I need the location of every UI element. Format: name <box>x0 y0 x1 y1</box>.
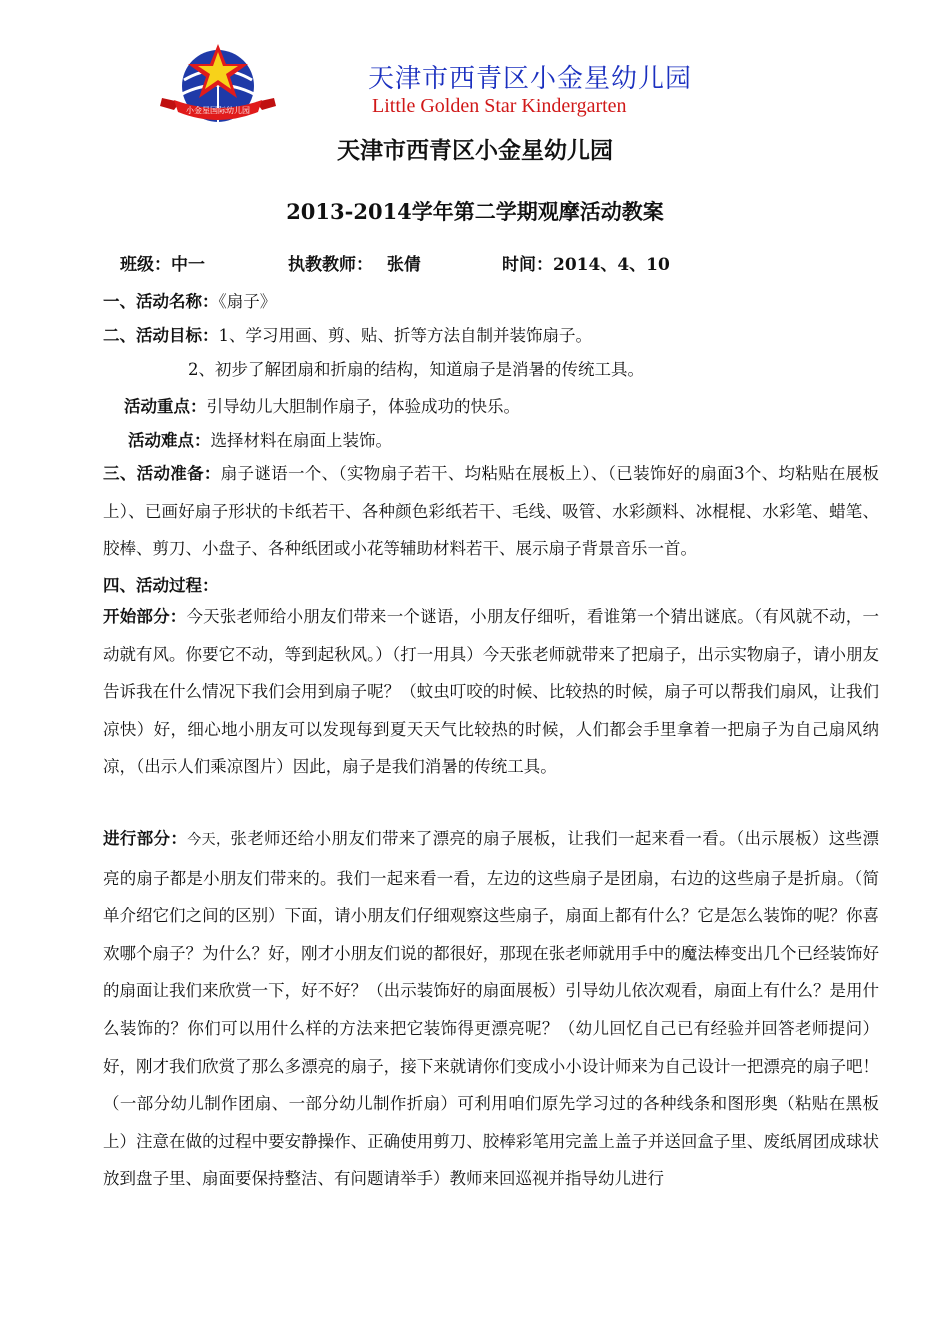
activity-goal-1: 1、学习用画、剪、贴、折等方法自制并装饰扇子。 <box>218 326 592 345</box>
activity-name-label: 一、活动名称： <box>103 292 219 311</box>
activity-goal-label: 二、活动目标： <box>103 326 219 345</box>
process-label-text: 四、活动过程： <box>103 576 219 595</box>
time-value: 2014、4、10 <box>553 255 670 275</box>
class-info <box>120 250 205 275</box>
progress-part-paragraph <box>103 820 879 1198</box>
document-subtitle: 2013-2014学年第二学期观摩活动教案 <box>286 199 664 224</box>
time-label: 时间： <box>502 255 553 275</box>
class-label: 班级： <box>120 255 171 275</box>
preparation-text: 扇子谜语一个、（实物扇子若干、均粘贴在展板上）、（已装饰好的扇面3个、均粘贴在展板上）、已画好扇子形状的卡纸若干、各种颜色彩纸若干、毛线、吸管、水彩颜料、冰棍棍、水彩笔、蜡笔、胶棒、剪刀、小盘子、各种纸团或小花等辅助材料若干、展示扇子背景音乐一首。 <box>103 464 880 559</box>
school-name-en: Little Golden Star Kindergarten <box>372 95 627 117</box>
activity-difficulty-value: 选择材料在扇面上装饰。 <box>210 431 392 450</box>
teacher-info <box>288 250 421 275</box>
start-part-label: 开始部分： <box>103 607 187 626</box>
activity-name-row <box>103 288 276 312</box>
teacher-value: 张倩 <box>386 255 421 275</box>
teacher-label: 执教教师： <box>288 255 373 275</box>
activity-name-value: 《扇子》 <box>218 292 277 311</box>
progress-part-text: 张老师还给小朋友们带来了漂亮的扇子展板，让我们一起来看一看。（出示展板）这些漂亮的扇子都是小朋友们带来的。我们一起来看一看，左边的这些扇子是团扇，右边的这些扇子是折扇。（简单介绍它们之间的区别）下面，请小朋友们仔细观察这些扇子，扇面上都有什么？它是怎么装饰的呢？你喜欢哪个扇子？为什么？好，刚才小朋友们说的都很好，那现在张老师就用手中的魔法棒变出几个已经装饰好的扇面让我们来欣赏一下，好不好？（出示装饰好的扇面展板）引导幼儿依次观看，扇面上有什么？是用什么装饰的？你们可以用什么样的方法来把它装饰得更漂亮呢？（幼儿回忆自己已有经验并回答老师提问）好，刚才我们欣赏了那么多漂亮的扇子，接下来就请你们变成小小设计师来为自己设计一把漂亮的扇子吧！（一部分幼儿制作团扇、一部分幼儿制作折扇）可利用咱们原先学习过的各种线条和图形奥（粘贴在黑板上）注意在做的过程中要安静操作、正确使用剪刀、胶棒彩笔用完盖上盖子并送回盒子里、废纸屑团成球状放到盘子里、扇面要保持整洁、有问题请举手）教师来回巡视并指导幼儿进行 <box>103 829 880 1189</box>
logo-banner-text: 小金星国际幼儿园 <box>186 106 250 115</box>
process-label <box>103 572 219 596</box>
activity-difficulty-row <box>128 427 392 451</box>
school-name-cn: 天津市西青区小金星幼儿园 <box>368 64 693 94</box>
time-info <box>502 250 670 275</box>
progress-part-label: 进行部分： <box>103 829 188 848</box>
start-part-paragraph <box>103 598 879 786</box>
activity-key-label: 活动重点： <box>124 397 207 416</box>
activity-difficulty-label: 活动难点： <box>128 431 211 450</box>
activity-key-row <box>124 393 520 417</box>
document-title: 天津市西青区小金星幼儿园 <box>337 138 613 164</box>
activity-key-value: 引导幼儿大胆制作扇子，体验成功的快乐。 <box>206 397 520 416</box>
kindergarten-logo <box>160 40 276 128</box>
class-value: 中一 <box>171 255 205 275</box>
start-part-text: 今天张老师给小朋友们带来一个谜语，小朋友仔细听，看谁第一个猜出谜底。（有风就不动，一动就有风。你要它不动，等到起秋风。）（打一用具）今天张老师就带来了把扇子，出示实物扇子，请小朋友告诉我在什么情况下我们会用到扇子呢？（蚊虫叮咬的时候、比较热的时候，扇子可以帮我们扇风，让我们凉快）好，细心地小朋友可以发现每到夏天天气比较热的时候，人们都会手里拿着一把扇子为自己扇风纳凉，（出示人们乘凉图片）因此，扇子是我们消暑的传统工具。 <box>103 607 880 777</box>
activity-goal-2: 2、初步了解团扇和折扇的结构，知道扇子是消暑的传统工具。 <box>188 360 644 379</box>
preparation-label: 三、活动准备： <box>103 464 221 483</box>
preparation-paragraph <box>103 455 879 568</box>
progress-part-lead: 今天， <box>187 832 231 848</box>
activity-goal-row <box>103 322 592 346</box>
